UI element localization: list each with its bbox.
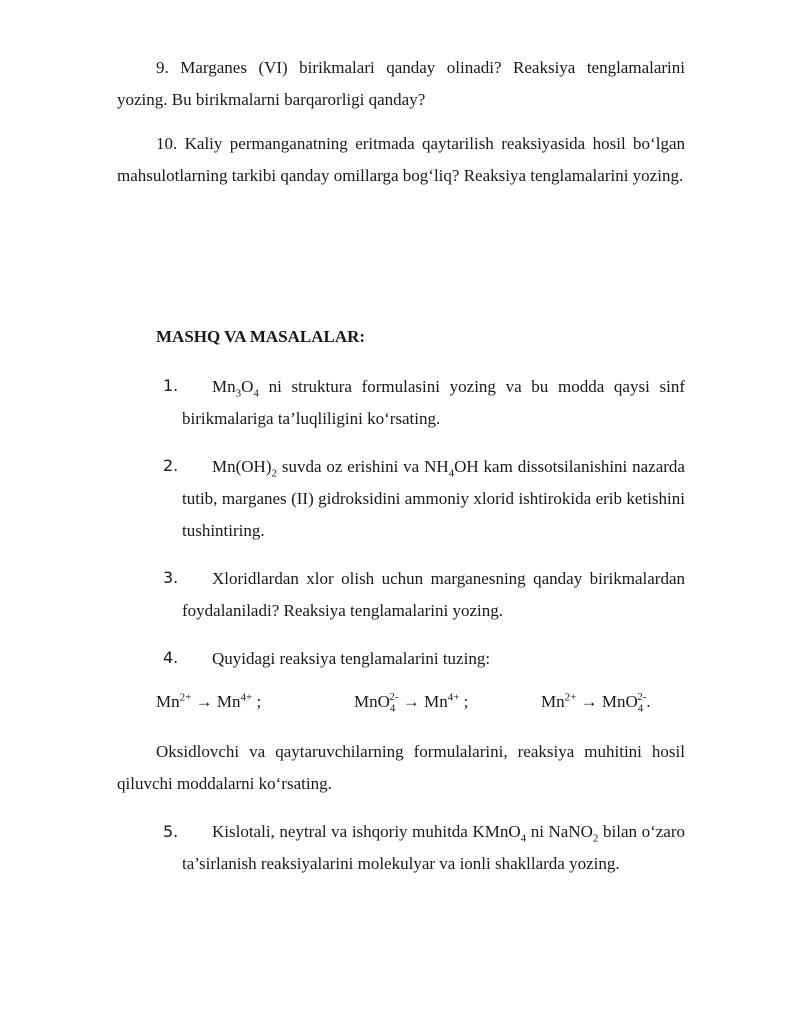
- item-5-text: Kislotali, neytral va ishqoriy muhitda KMnO$_4$ ni NaNO$_2$ bilan o‘zaro ta’sirlanish reaksiyalarini molekulyar va ionli shakllarda yozing.: [182, 822, 686, 873]
- item-5-number: 5.: [163, 822, 179, 841]
- item-4-number: 4.: [163, 648, 179, 667]
- equation-1: $Mn^{2+} \to Mn^{4+}$ ;: [156, 691, 262, 711]
- question-10: 10. Kaliy permanganatning eritmada qaytarilish reaksiyasida hosil bo‘lgan mahsulotlarning tarkibi qanday omillarga bog‘liq? Reaksiya tenglamalarini yozing.: [117, 134, 685, 185]
- item-2-text: $Mn(OH)_2$ suvda oz erishini va $NH_4OH$ kam dissotsilanishini nazarda tutib, marganes (II) gidroksidini ammoniy xlorid ishtirokida erib ketishini tushintiring.: [182, 457, 685, 540]
- equation-3: $Mn^{2+} \to MnO_4^{2-}$.: [541, 691, 651, 715]
- question-9: 9. Marganes (VI) birikmalari qanday olinadi? Reaksiya tenglamalarini yozing. Bu birikmalarni barqarorligi qanday?: [117, 58, 685, 109]
- oxidizer-instruction: Oksidlovchi va qaytaruvchilarning formulalarini, reaksiya muhitini hosil qiluvchi moddalarni ko‘rsating.: [117, 742, 685, 793]
- equation-2: $MnO_4^{2-} \to Mn^{4+}$ ;: [354, 691, 469, 715]
- item-4-text: Quyidagi reaksiya tenglamalarini tuzing:: [212, 649, 491, 668]
- item-3-number: 3.: [163, 568, 179, 587]
- item-3-text: Xloridlardan xlor olish uchun marganesning qanday birikmalardan foydalaniladi? Reaksiya tenglamalarini yozing.: [182, 569, 685, 620]
- item-2-number: 2.: [163, 456, 179, 475]
- item-1-text: $Mn_3O_4$ ni struktura formulasini yozing va bu modda qaysi sinf birikmalariga ta’luqliligini ko‘rsating.: [182, 377, 685, 428]
- section-heading: MASHQ VA MASALALAR:: [156, 327, 366, 346]
- item-1-number: 1.: [163, 376, 179, 395]
